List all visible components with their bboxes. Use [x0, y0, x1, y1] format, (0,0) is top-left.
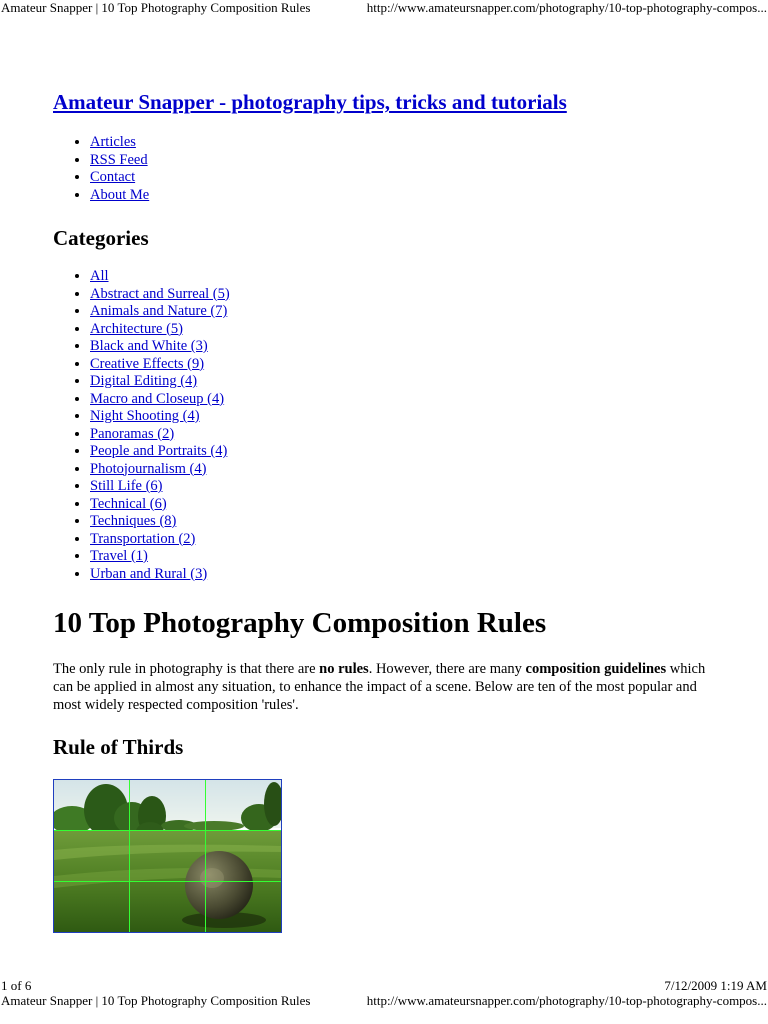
nav-link-rss-feed[interactable]: RSS Feed [90, 151, 148, 168]
category-link[interactable]: Techniques (8) [90, 513, 177, 529]
category-link[interactable]: Photojournalism (4) [90, 460, 207, 477]
category-link[interactable]: Night Shooting (4) [90, 408, 200, 424]
category-link[interactable]: Technical (6) [90, 495, 167, 512]
category-link[interactable]: Animals and Nature (7) [90, 303, 228, 319]
intro-bold-text: composition guidelines [525, 661, 667, 677]
nav-item-about-me [90, 187, 149, 205]
category-link[interactable]: People and Portraits (4) [90, 443, 228, 459]
categories-heading: Categories [53, 226, 149, 250]
category-link[interactable]: Digital Editing (4) [90, 373, 198, 389]
category-item [90, 461, 230, 479]
intro-text: . However, there are many [368, 661, 526, 677]
category-link[interactable]: Macro and Closeup (4) [90, 390, 225, 407]
print-page-url: http://www.amateursnapper.com/photography/10-top-photography-compos... [366, 993, 767, 1008]
category-link[interactable]: Black and White (3) [90, 338, 208, 354]
print-page-url: http://www.amateursnapper.com/photography/10-top-photography-compos... [366, 0, 767, 15]
category-item [90, 478, 230, 496]
article-title: 10 Top Photography Composition Rules [53, 607, 547, 639]
site-nav [53, 134, 149, 204]
nav-item-rss-feed [90, 152, 149, 170]
category-item [90, 408, 230, 426]
rule-of-thirds-photo-image [54, 780, 281, 932]
category-link[interactable]: Creative Effects (9) [90, 355, 205, 372]
nav-link-about-me[interactable]: About Me [90, 186, 150, 203]
category-link[interactable]: Panoramas (2) [90, 425, 175, 442]
rule-of-thirds-photo [53, 779, 282, 933]
site-title-link[interactable]: Amateur Snapper - photography tips, tricks and tutorials [53, 90, 567, 114]
print-datetime: 7/12/2009 1:19 AM [664, 978, 767, 993]
print-page-number: 1 of 6 [1, 978, 32, 993]
category-item [90, 268, 230, 286]
category-link[interactable]: Urban and Rural (3) [90, 565, 208, 582]
category-item [90, 286, 230, 304]
intro-bold-text: no rules [319, 661, 369, 677]
category-item [90, 356, 230, 374]
category-list [53, 268, 230, 583]
category-link[interactable]: Travel (1) [90, 548, 148, 564]
category-link[interactable]: Still Life (6) [90, 478, 163, 494]
category-link[interactable]: Architecture (5) [90, 320, 183, 337]
nav-link-articles[interactable]: Articles [90, 134, 136, 150]
section-heading-rule-of-thirds: Rule of Thirds [53, 735, 184, 759]
category-item [90, 443, 230, 461]
category-item [90, 566, 230, 584]
category-item [90, 391, 230, 409]
category-item [90, 373, 230, 391]
intro-text: which can be applied in almost any situation, to enhance the impact of a scene. Below are ten of the most popular and most widely respected composition 'rules'. [53, 661, 706, 713]
category-item [90, 338, 230, 356]
category-link[interactable]: All [90, 268, 109, 284]
category-item [90, 513, 230, 531]
nav-link-contact[interactable]: Contact [90, 169, 136, 185]
category-item [90, 531, 230, 549]
site-title [53, 88, 567, 116]
nav-item-contact [90, 169, 149, 187]
nav-item-articles [90, 134, 149, 152]
category-item [90, 426, 230, 444]
category-item [90, 303, 230, 321]
category-link[interactable]: Transportation (2) [90, 530, 196, 547]
print-page-title: Amateur Snapper | 10 Top Photography Composition Rules [1, 993, 311, 1008]
category-item [90, 321, 230, 339]
category-item [90, 548, 230, 566]
intro-text: The only rule in photography is that there are [53, 661, 320, 677]
print-page-title: Amateur Snapper | 10 Top Photography Composition Rules [1, 0, 311, 15]
category-item [90, 496, 230, 514]
article-intro [53, 660, 713, 714]
category-link[interactable]: Abstract and Surreal (5) [90, 285, 230, 302]
